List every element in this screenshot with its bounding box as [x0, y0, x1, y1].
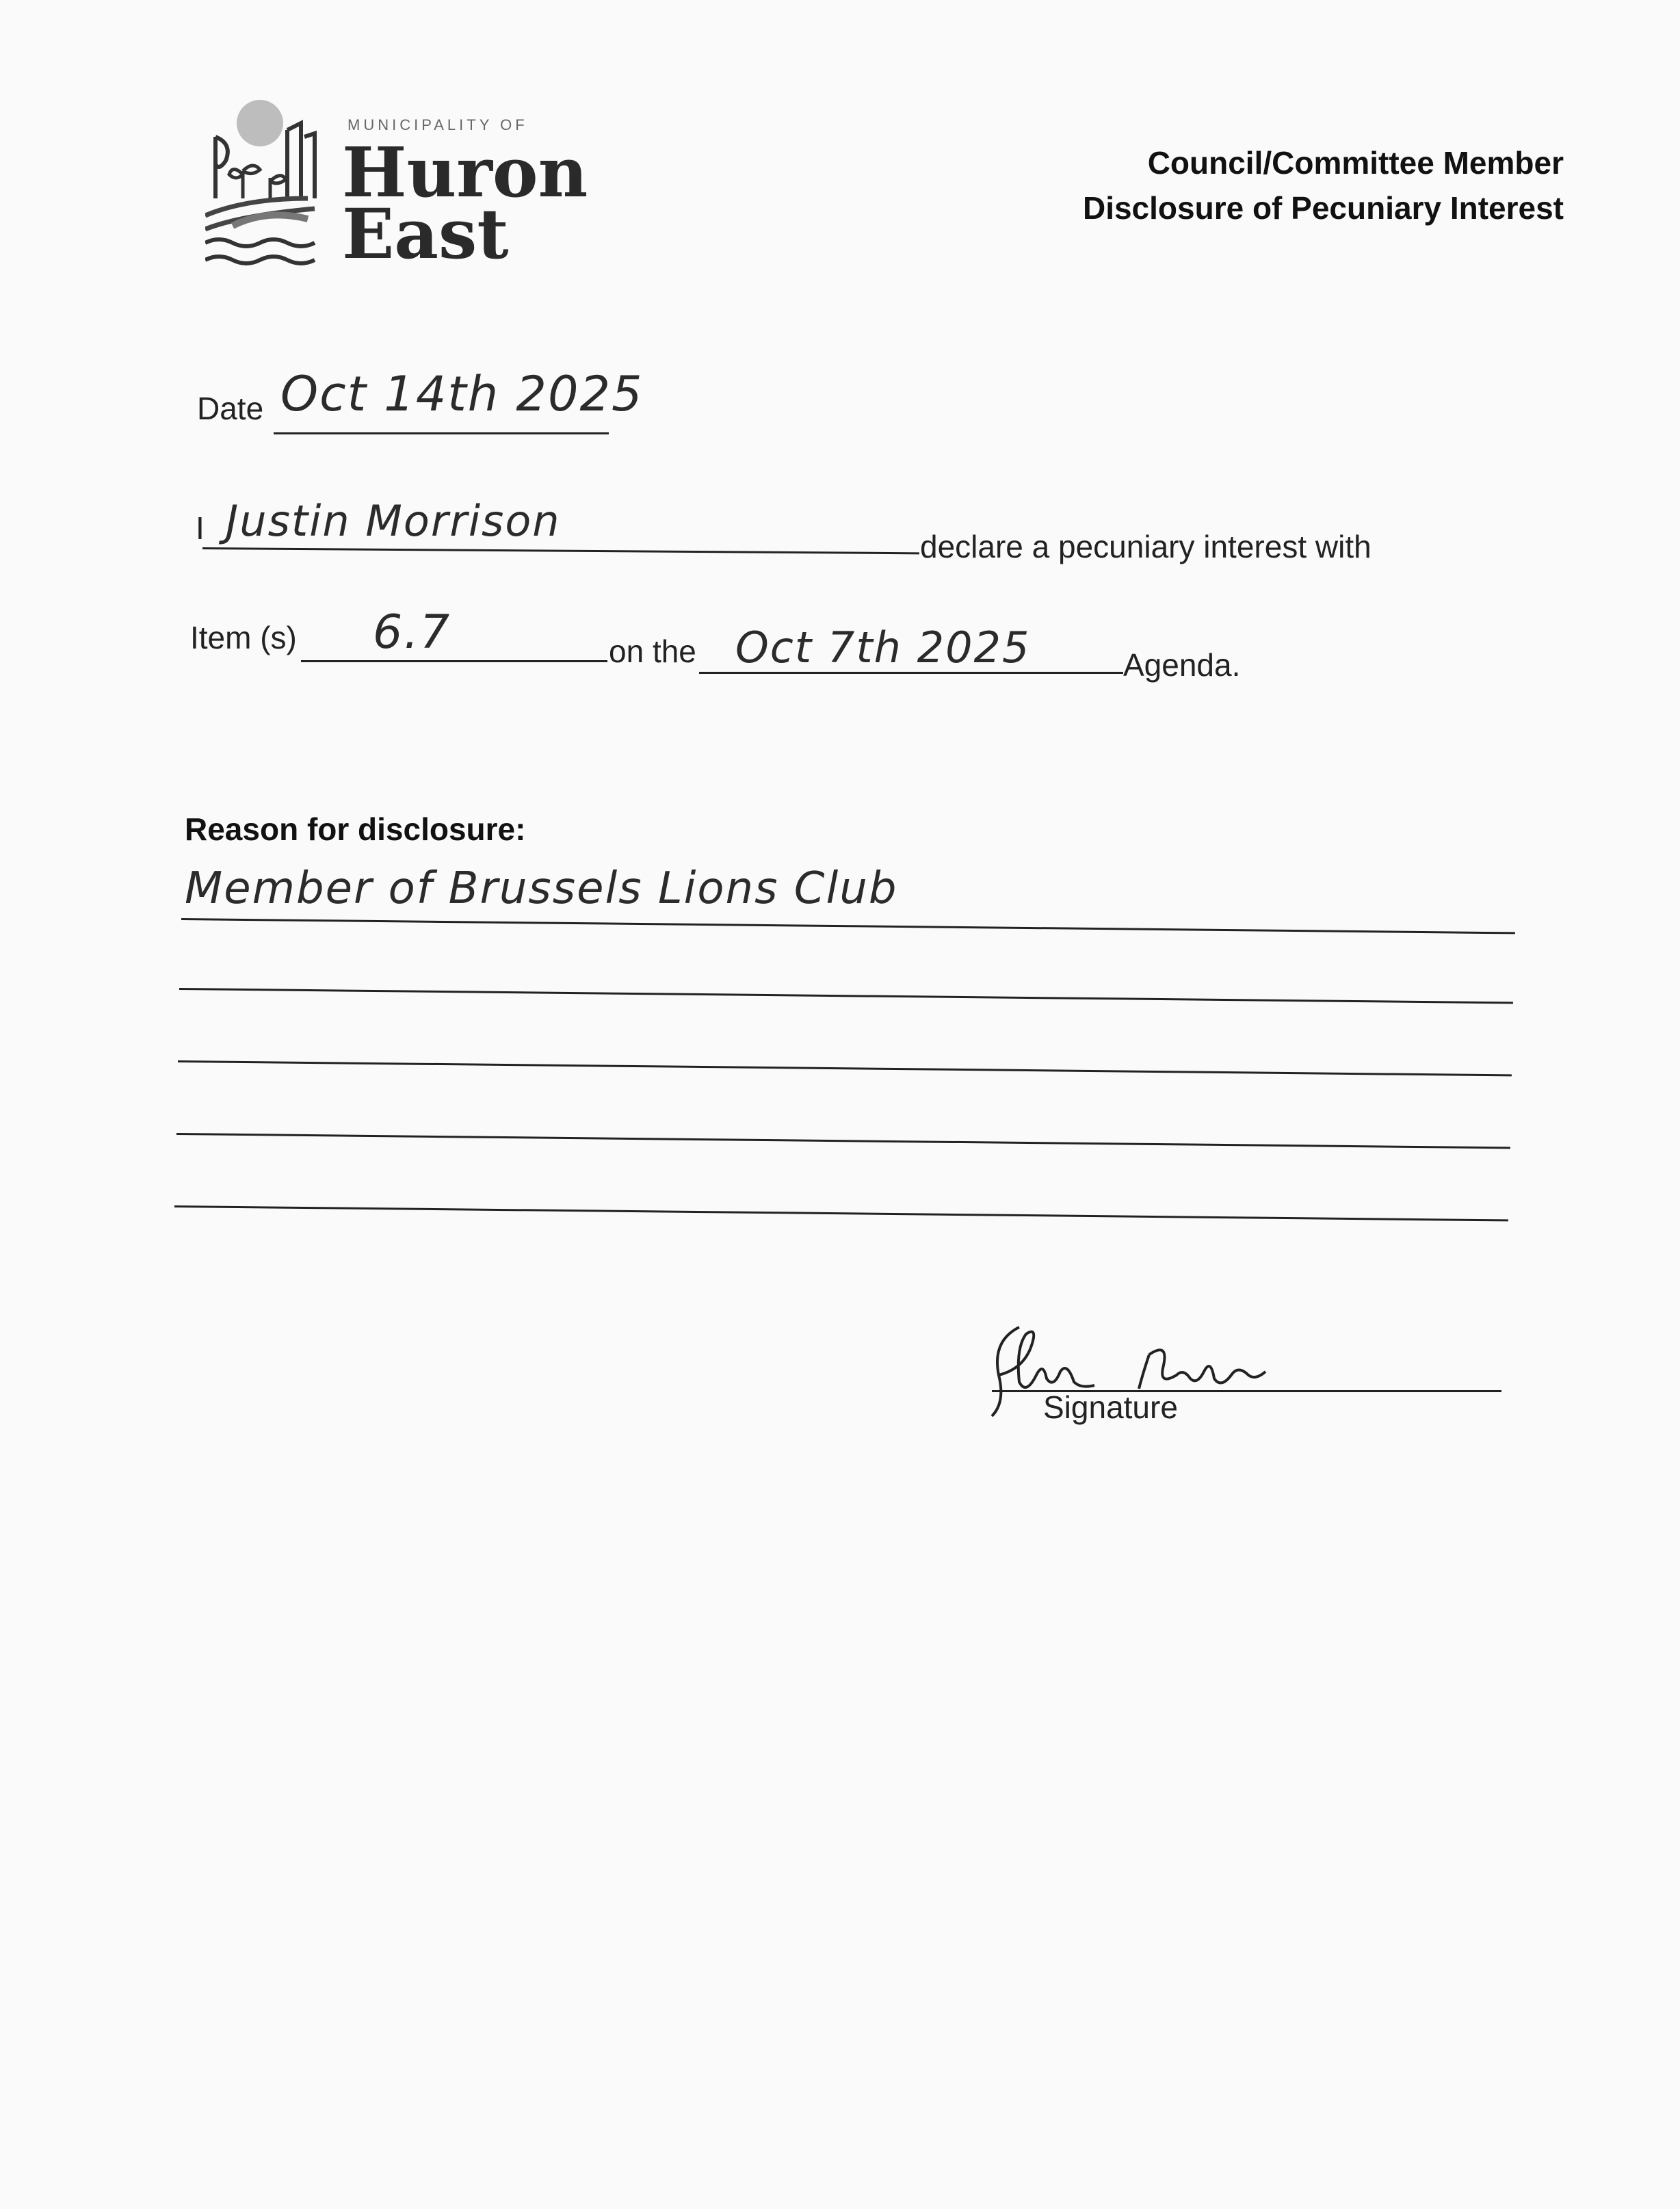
- municipal-emblem-icon: [205, 96, 321, 274]
- reason-line-1[interactable]: [181, 918, 1515, 934]
- items-underline: [301, 660, 607, 662]
- declarant-underline: [202, 547, 919, 554]
- date-label: Date: [197, 391, 264, 426]
- on-the-label: on the: [609, 633, 696, 669]
- declare-text: declare a pecuniary interest with: [920, 529, 1371, 564]
- logo-wordmark-line2: East: [342, 194, 509, 274]
- document-title-line2: Disclosure of Pecuniary Interest: [1082, 190, 1564, 226]
- agenda-date-value[interactable]: Oct 7th 2025: [735, 623, 1031, 672]
- municipality-logo: [205, 96, 588, 280]
- date-underline: [274, 432, 609, 434]
- signature-label: Signature: [1043, 1389, 1178, 1425]
- agenda-label: Agenda.: [1123, 647, 1241, 683]
- reason-label: Reason for disclosure:: [185, 811, 526, 847]
- agenda-date-underline: [699, 672, 1123, 674]
- reason-line-3[interactable]: [178, 1060, 1512, 1076]
- reason-line-5[interactable]: [174, 1205, 1508, 1221]
- document-title: [1083, 140, 1564, 231]
- items-value[interactable]: 6.7: [373, 605, 451, 659]
- date-value[interactable]: Oct 14th 2025: [280, 366, 644, 422]
- reason-line-2[interactable]: [179, 988, 1513, 1004]
- document-title-line1: Council/Committee Member: [1147, 145, 1564, 181]
- logo-wordmark-line1: Huron: [342, 132, 588, 213]
- reason-line-4[interactable]: [176, 1133, 1510, 1149]
- declarant-name[interactable]: Justin Morrison: [226, 496, 561, 546]
- reason-value[interactable]: Member of Brussels Lions Club: [185, 863, 898, 914]
- logo-subtitle: MUNICIPALITY OF: [347, 116, 528, 133]
- items-label: Item (s): [190, 620, 297, 655]
- declarant-prefix: I: [196, 510, 205, 546]
